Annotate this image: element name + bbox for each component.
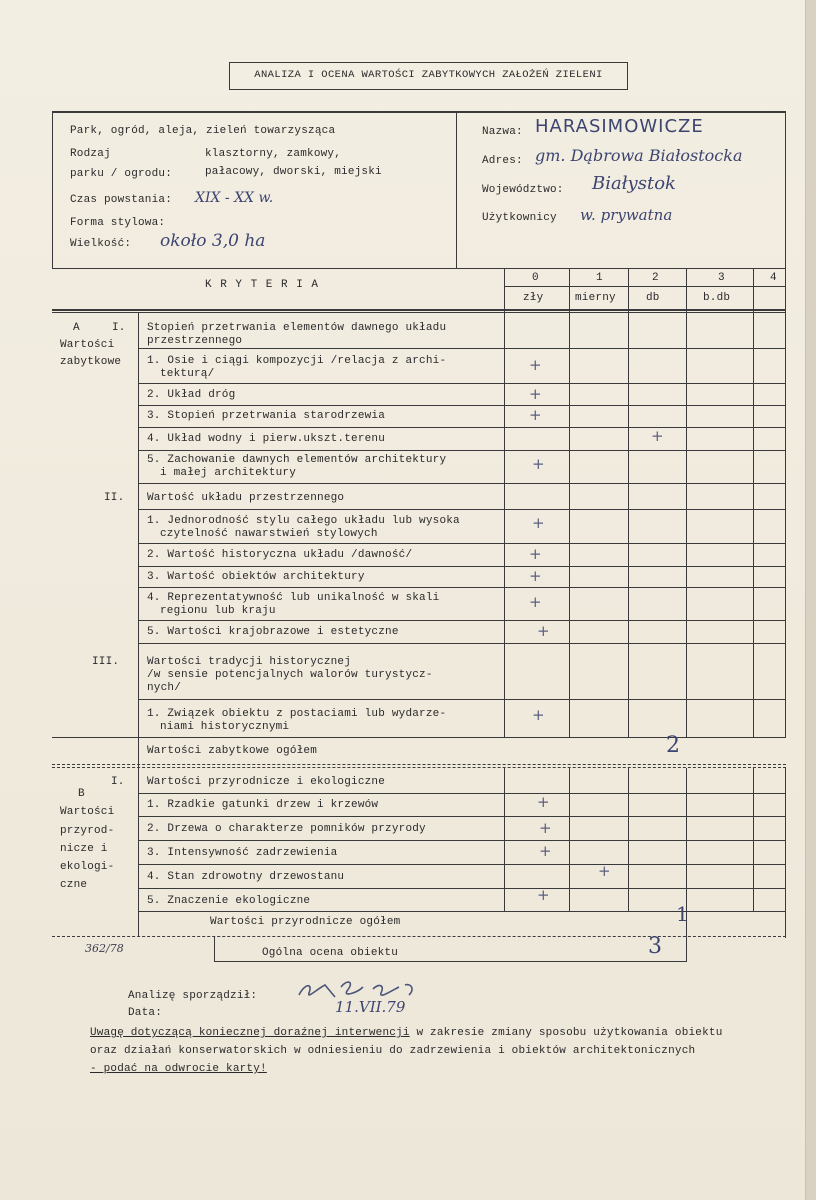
section-b-name1: Wartości <box>60 806 115 818</box>
parku-options: pałacowy, dworski, miejski <box>205 166 382 178</box>
rule <box>138 911 786 912</box>
rule <box>628 768 629 912</box>
col-0: 0 <box>532 272 539 284</box>
title-box <box>229 62 628 90</box>
overall-label: Ogólna ocena obiektu <box>262 947 399 959</box>
total-a-label: Wartości zabytkowe ogółem <box>147 745 318 757</box>
section-b-title: Wartości przyrodnicze i ekologiczne <box>147 776 386 788</box>
rule <box>138 816 786 817</box>
rule <box>52 312 786 313</box>
mark-a3-1: + <box>532 706 545 724</box>
rule <box>214 936 215 962</box>
note-line1-underlined: Uwagę dotyczącą koniecznej doraźnej interwencji <box>90 1027 410 1039</box>
group1-title2: przestrzennego <box>147 335 243 347</box>
wielkosc-label: Wielkość: <box>70 238 132 250</box>
rule <box>138 864 786 865</box>
rule <box>52 767 786 768</box>
rule <box>753 768 754 912</box>
page-edge <box>805 0 816 1200</box>
b-item1: 1. Rzadkie gatunki drzew i krzewów <box>147 799 379 811</box>
mark-b-4: + <box>598 862 611 880</box>
forma-label: Forma stylowa: <box>70 217 166 229</box>
g1-item5-l2: i małej architektury <box>160 467 297 479</box>
rule <box>52 936 786 937</box>
mark-b-5: + <box>537 886 550 904</box>
wojewodztwo-value: Białystok <box>592 173 676 194</box>
group2-title: Wartość układu przestrzennego <box>147 492 345 504</box>
rule <box>52 764 786 765</box>
mark-a1-3: + <box>529 406 542 424</box>
rule <box>138 509 786 510</box>
group3-title1: Wartości tradycji historycznej <box>147 656 352 668</box>
group2-num: II. <box>104 492 125 504</box>
mark-a1-5: + <box>532 455 545 473</box>
wielkosc-value: około 3,0 ha <box>160 231 266 251</box>
rule <box>785 111 786 269</box>
g2-item1-l2: czytelność nawarstwień stylowych <box>160 528 378 540</box>
park-type-line: Park, ogród, aleja, zieleń towarzysząca <box>70 125 336 137</box>
criteria-label: K R Y T E R I A <box>205 279 320 291</box>
rule <box>214 961 687 962</box>
group3-title3: nych/ <box>147 682 182 694</box>
col-name-1: mierny <box>575 292 616 304</box>
rule <box>138 620 786 621</box>
rule <box>52 111 53 269</box>
data-label: Data: <box>128 1007 163 1019</box>
section-a-name1: Wartości <box>60 339 115 351</box>
data-value: 11.VII.79 <box>335 998 406 1016</box>
wojewodztwo-label: Województwo: <box>482 184 564 196</box>
nazwa-label: Nazwa: <box>482 126 523 138</box>
rule <box>138 840 786 841</box>
rule <box>138 543 786 544</box>
rule <box>628 268 629 738</box>
rule <box>138 483 786 484</box>
note-line1 <box>90 1027 723 1039</box>
g2-item5: 5. Wartości krajobrazowe i estetyczne <box>147 626 399 638</box>
group1-title1: Stopień przetrwania elementów dawnego układu <box>147 322 447 334</box>
rule <box>504 286 786 287</box>
rule <box>138 793 786 794</box>
overall-value: 3 <box>648 934 662 959</box>
col-1: 1 <box>596 272 603 284</box>
g1-item2: 2. Układ dróg <box>147 389 236 401</box>
rule <box>138 888 786 889</box>
total-b-label: Wartości przyrodnicze ogółem <box>210 916 401 928</box>
rule <box>456 111 457 269</box>
rule <box>785 768 786 938</box>
czas-value: XIX - XX w. <box>195 190 274 206</box>
uzytkownicy-value: w. prywatna <box>580 206 673 224</box>
section-b-num: I. <box>111 776 125 788</box>
g1-item4: 4. Układ wodny i pierw.ukszt.terenu <box>147 433 386 445</box>
section-b-name2: przyrod- <box>60 825 115 837</box>
rule <box>504 268 505 738</box>
note-line2: oraz działań konserwatorskich w odniesieniu do zadrzewienia i obiektów architektonicznych <box>90 1045 696 1057</box>
b-item4: 4. Stan zdrowotny drzewostanu <box>147 871 345 883</box>
parku-label: parku / ogrodu: <box>70 168 173 180</box>
section-a-letter: A <box>73 322 80 334</box>
rule <box>686 268 687 738</box>
rule <box>52 268 786 269</box>
mark-b-3: + <box>539 842 552 860</box>
g2-item4-l2: regionu lub kraju <box>160 605 276 617</box>
rule <box>138 699 786 700</box>
note-line3: - podać na odwrocie karty! <box>90 1063 267 1075</box>
rule <box>138 427 786 428</box>
g1-item5-l1: 5. Zachowanie dawnych elementów architektury <box>147 454 447 466</box>
analiza-label: Analizę sporządził: <box>128 990 258 1002</box>
mark-b-2: + <box>539 819 552 837</box>
mark-a1-2: + <box>529 385 542 403</box>
nazwa-value: HARASIMOWICZE <box>535 116 704 137</box>
rule <box>785 268 786 738</box>
g1-item1-l2: tekturą/ <box>160 368 215 380</box>
group1-num: I. <box>112 322 126 334</box>
g2-item2: 2. Wartość historyczna układu /dawność/ <box>147 549 413 561</box>
b-item5: 5. Znaczenie ekologiczne <box>147 895 311 907</box>
b-item2: 2. Drzewa o charakterze pomników przyrody <box>147 823 426 835</box>
g2-item4-l1: 4. Reprezentatywność lub unikalność w skali <box>147 592 440 604</box>
mark-a2-2: + <box>529 545 542 563</box>
mark-a2-3: + <box>529 567 542 585</box>
mark-a2-5: + <box>537 622 550 640</box>
g1-item3: 3. Stopień przetrwania starodrzewia <box>147 410 386 422</box>
section-b-name5: czne <box>60 879 88 891</box>
rule <box>138 405 786 406</box>
rodzaj-label: Rodzaj <box>70 148 111 160</box>
col-4: 4 <box>770 272 777 284</box>
g1-item1-l1: 1. Osie i ciągi kompozycji /relacja z archi- <box>147 355 447 367</box>
rule <box>52 309 786 311</box>
mark-b-1: + <box>537 793 550 811</box>
section-a-name2: zabytkowe <box>60 356 122 368</box>
rule <box>138 566 786 567</box>
g2-item1-l1: 1. Jednorodność stylu całego układu lub wysoka <box>147 515 460 527</box>
adres-value: gm. Dąbrowa Białostocka <box>535 146 743 165</box>
col-name-2: db <box>646 292 660 304</box>
rule <box>138 348 786 349</box>
rule <box>138 450 786 451</box>
col-3: 3 <box>718 272 725 284</box>
rule <box>569 268 570 738</box>
archive-stamp: 362/78 <box>85 942 124 955</box>
document-title: ANALIZA I OCENA WARTOŚCI ZABYTKOWYCH ZAŁOŻEŃ ZIELENI <box>254 69 603 81</box>
col-2: 2 <box>652 272 659 284</box>
total-b-value: 1 <box>676 902 689 926</box>
mark-a1-4: + <box>651 427 664 445</box>
col-name-0: zły <box>523 292 544 304</box>
note-line1-rest: w zakresie zmiany sposobu użytkowania obiektu <box>409 1027 723 1039</box>
g3-item1-l1: 1. Związek obiektu z postaciami lub wydarze- <box>147 708 447 720</box>
group3-num: III. <box>92 656 120 668</box>
g2-item3: 3. Wartość obiektów architektury <box>147 571 365 583</box>
g3-item1-l2: niami historycznymi <box>160 721 290 733</box>
rule <box>52 111 786 113</box>
section-b-letter: B <box>78 788 85 800</box>
col-name-3: b.db <box>703 292 731 304</box>
group3-title2: /w sensie potencjalnych walorów turystycz- <box>147 669 433 681</box>
rule <box>138 587 786 588</box>
uzytkownicy-label: Użytkownicy <box>482 212 557 224</box>
mark-a1-1: + <box>529 356 542 374</box>
rule <box>686 936 687 962</box>
rodzaj-options: klasztorny, zamkowy, <box>205 148 342 160</box>
rule <box>138 643 786 644</box>
rule <box>504 768 505 912</box>
b-item3: 3. Intensywność zadrzewienia <box>147 847 338 859</box>
total-a-value: 2 <box>666 733 680 758</box>
czas-label: Czas powstania: <box>70 194 173 206</box>
mark-a2-1: + <box>532 514 545 532</box>
mark-a2-4: + <box>529 593 542 611</box>
rule <box>753 268 754 738</box>
rule <box>138 383 786 384</box>
section-b-name4: ekologi- <box>60 861 115 873</box>
adres-label: Adres: <box>482 155 523 167</box>
section-b-name3: nicze i <box>60 843 108 855</box>
rule <box>569 768 570 912</box>
